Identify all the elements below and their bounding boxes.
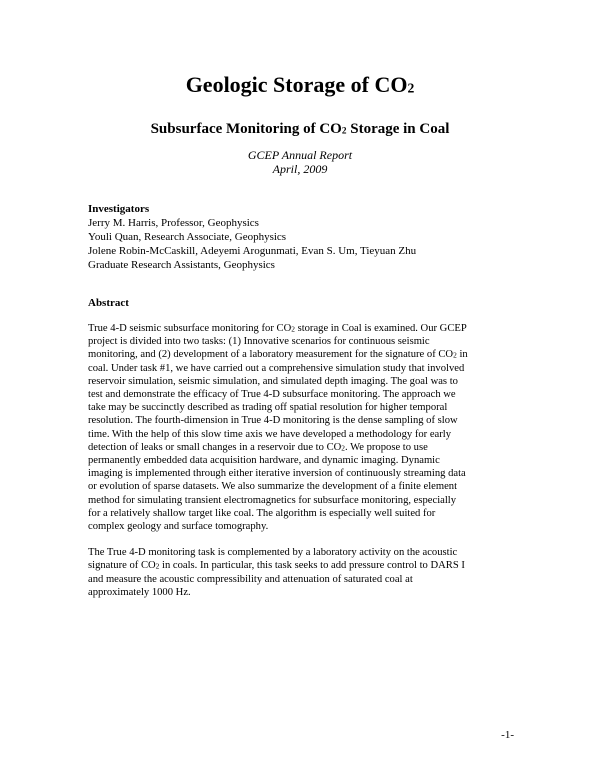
abstract-line: imaging is implemented through either iterative inversion of continuously streaming data (88, 468, 466, 480)
abstract-line: resolution. The fourth-dimension in True 4-D monitoring is the dense sampling of slow (88, 415, 458, 427)
abstract-body (88, 322, 516, 612)
investigator-line: Jolene Robin-McCaskill, Adeyemi Arogunmati, Evan S. Um, Tieyuan Zhu (88, 245, 417, 257)
abstract-line: detection of leaks or small changes in a reservoir due to $CO_2$. We propose to use (88, 441, 428, 453)
report-info (0, 148, 600, 176)
report-name: GCEP Annual Report (247, 148, 353, 162)
abstract-line: coal. Under task #1, we have carried out a comprehensive simulation study that involved (88, 362, 465, 374)
abstract-paragraph-2 (88, 546, 516, 599)
investigator-line: Jerry M. Harris, Professor, Geophysics (88, 217, 259, 229)
abstract-line: reservoir simulation, seismic simulation, and simulated depth imaging. The goal was to (88, 375, 458, 387)
abstract-line: The True 4-D monitoring task is complemented by a laboratory activity on the acoustic (88, 547, 458, 559)
abstract-line: True 4-D seismic subsurface monitoring for $CO_2$ storage in Coal is examined. Our GCEP (88, 323, 467, 334)
abstract-line: take may be succinctly described as trading off spatial resolution for higher temporal (88, 402, 448, 414)
abstract-paragraph-1 (88, 322, 516, 533)
abstract-line: project is divided into two tasks: (1) Innovative scenarios for continuous seismic (88, 336, 430, 348)
abstract-line: or evolution of sparse datasets. We also summarize the development of a finite element (88, 481, 458, 493)
report-date: April, 2009 (272, 162, 328, 176)
abstract-line: signature of $CO_2$ in coals. In particular, this task seeks to add pressure control to DARS I (88, 560, 465, 572)
abstract-line: time. With the help of this slow time axis we have developed a methodology for early (88, 428, 452, 440)
investigator-line: Youli Quan, Research Associate, Geophysics (88, 231, 287, 243)
investigators-heading: Investigators (88, 203, 150, 215)
abstract-line: approximately 1000 Hz. (88, 586, 191, 598)
investigators-section (88, 202, 528, 272)
abstract-heading: Abstract (88, 297, 129, 309)
abstract-line: and measure the acoustic compressibility and attenuation of saturated coal at (88, 573, 413, 585)
page-number: -1- (501, 729, 514, 741)
abstract-line: complex geology and surface tomography. (88, 521, 269, 533)
page-subtitle: Subsurface Monitoring of $CO_2$ Storage in Coal (150, 121, 450, 137)
abstract-line: permanently embedded data acquisition hardware, and dynamic imaging. Dynamic (88, 455, 440, 467)
abstract-line: method for simulating transient electromagnetics for subsurface monitoring, especially (88, 494, 457, 506)
abstract-line: for a relatively shallow target like coal. The algorithm is especially well suited for (88, 507, 436, 519)
abstract-line: test and demonstrate the efficacy of True 4-D subsurface monitoring. The approach we (88, 389, 456, 401)
abstract-line: monitoring, and (2) development of a laboratory measurement for the signature of $CO_2$ in (88, 349, 468, 361)
page-title: Geologic Storage of $CO_2$ (185, 72, 415, 97)
investigator-line: Graduate Research Assistants, Geophysics (88, 259, 275, 271)
